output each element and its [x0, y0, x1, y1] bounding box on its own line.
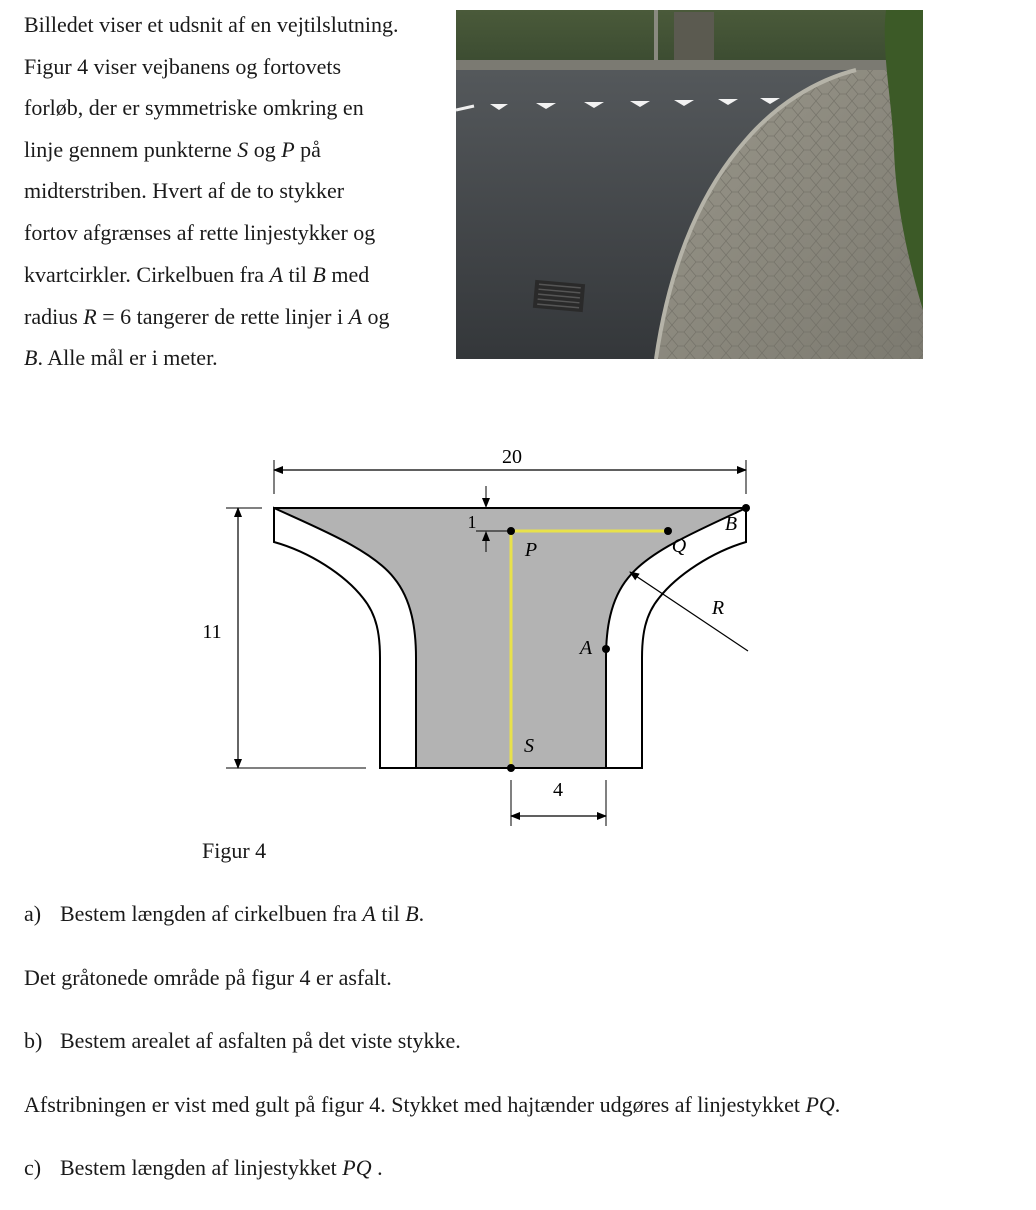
point-b-symbol: B [405, 901, 419, 926]
intro-line-9 [24, 345, 218, 371]
text-fragment: . [834, 1092, 841, 1117]
intro-line-2: Figur 4 viser vejbanens og fortovets [24, 54, 342, 79]
bus-shelter [674, 12, 714, 60]
segment-pq-symbol: PQ [342, 1155, 372, 1180]
point-a-symbol: A [362, 901, 376, 926]
text-fragment: med [325, 262, 370, 287]
label-b: B [724, 513, 738, 535]
question-text: Bestem længden af cirkelbuen fra [60, 901, 363, 926]
point-b-symbol: B [312, 262, 326, 287]
point-q [664, 527, 672, 535]
point-p-symbol: P [281, 137, 295, 162]
point-b-symbol: B [24, 345, 38, 370]
question-a [24, 901, 424, 927]
point-b [742, 504, 750, 512]
label-s: S [524, 735, 534, 757]
width-label: 20 [502, 446, 522, 468]
stripe-note [24, 1092, 840, 1118]
label-r: R [711, 597, 725, 619]
height-label: 11 [202, 621, 222, 643]
text-fragment: tangerer de rette linjer i [131, 304, 349, 329]
segment-pq-symbol: PQ [805, 1092, 835, 1117]
radius-value: = 6 [96, 304, 132, 329]
figure-caption: Figur 4 [202, 838, 267, 863]
question-letter: c) [24, 1155, 42, 1180]
intro-line-7 [24, 262, 369, 288]
point-s [507, 764, 515, 772]
question-letter: a) [24, 901, 42, 926]
intro-line-3: forløb, der er symmetriske omkring en [24, 95, 364, 120]
intro-line-1: Billedet viser et udsnit af en vejtilslutning. [24, 12, 399, 37]
text-fragment: Afstribningen er vist med gult på figur 4. Stykket med hajtænder udgøres af linjestykket [24, 1092, 806, 1117]
text-fragment: linje gennem punkterne [24, 137, 238, 162]
label-p: P [524, 539, 538, 561]
text-fragment: . [418, 901, 425, 926]
text-fragment: og [248, 137, 282, 162]
base-label: 4 [553, 779, 563, 801]
question-b [24, 1028, 461, 1054]
text-fragment: . [371, 1155, 383, 1180]
point-p [507, 527, 515, 535]
question-text: Bestem længden af linjestykket [60, 1155, 343, 1180]
offset-label: 1 [467, 512, 477, 532]
question-c [24, 1155, 383, 1181]
text-fragment: til [375, 901, 406, 926]
intro-line-5: midterstriben. Hvert af de to stykker [24, 178, 345, 203]
question-letter: b) [24, 1028, 43, 1053]
point-a [602, 645, 610, 653]
sign-pole [654, 10, 658, 65]
text-fragment: på [294, 137, 321, 162]
text-fragment: . Alle mål er i meter. [37, 345, 218, 370]
point-s-symbol: S [237, 137, 249, 162]
text-fragment: radius [24, 304, 84, 329]
question-text: Bestem arealet af asfalten på det viste stykke. [60, 1028, 461, 1053]
text-fragment: til [283, 262, 313, 287]
point-a-symbol: A [269, 262, 284, 287]
far-curb [456, 60, 923, 70]
intro-line-8 [24, 304, 390, 330]
point-a-symbol: A [348, 304, 363, 329]
figure-4-diagram [180, 430, 800, 830]
road-junction-photo [456, 10, 923, 359]
text-fragment: og [362, 304, 390, 329]
label-a: A [579, 637, 593, 659]
radius-symbol: R [83, 304, 97, 329]
text-fragment: kvartcirkler. Cirkelbuen fra [24, 262, 270, 287]
asphalt-note: Det gråtonede område på figur 4 er asfalt. [24, 965, 392, 990]
label-q: Q [671, 535, 687, 557]
intro-line-6: fortov afgrænses af rette linjestykker og [24, 220, 376, 245]
intro-line-4 [24, 137, 321, 163]
